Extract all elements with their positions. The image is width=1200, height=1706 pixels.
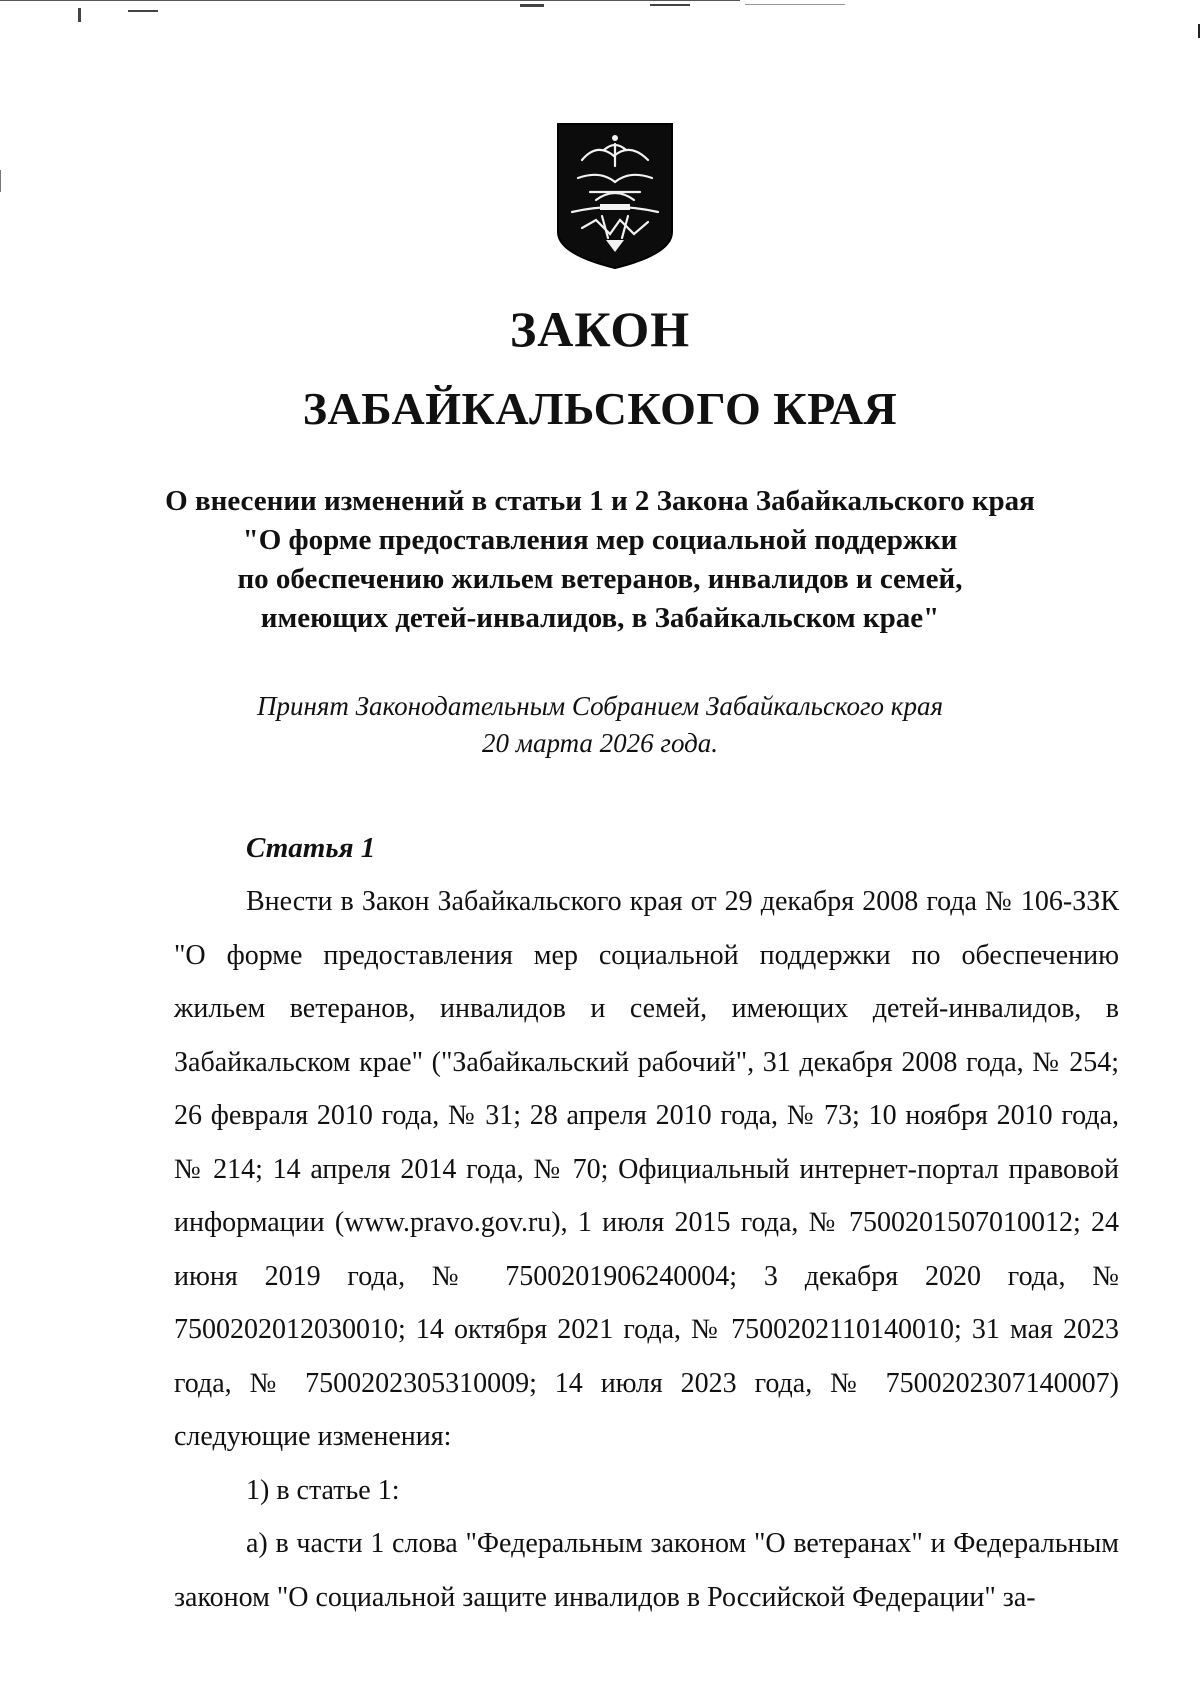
coat-of-arms-icon xyxy=(552,120,678,270)
subject-line: О внесении изменений в статьи 1 и 2 Закона Забайкальского края xyxy=(165,485,1035,517)
article-item: 1) в статье 1: xyxy=(246,1474,400,1506)
scan-artifact-speck xyxy=(128,10,158,12)
subject-line: "О форме предоставления мер социальной поддержки xyxy=(242,524,958,556)
subject-line: по обеспечению жильем ветеранов, инвалидов и семей, xyxy=(237,563,963,595)
article-heading: Статья 1 xyxy=(246,832,376,864)
scan-artifact-top-line xyxy=(0,0,740,1)
article-paragraph: Внести в Закон Забайкальского края от 29 декабря 2008 года № 106-ЗЗК "О форме предоставления мер социальной поддержки по обеспечению жильем ветеранов, инвалидов и семей, имеющих детей-инвалидов, в Забайкальском крае" ("Забайкальский рабочий", 31 декабря 2008 года, № 254; 26 февраля 2010 года, № 31; 28 апреля 2010 года, № 73; 10 ноября 2010 года, № 214; 14 апреля 2014 года, № 70; Официальный интернет-портал правовой информации (www.pravo.gov.ru), 1 июля 2015 года, № 7500201507010012; 24 июня 2019 года, № 7500201906240004; 3 декабря 2020 года, № 7500202012030010; 14 октября 2021 года, № 7500202110140010; 31 мая 2023 года, № 7500202305310009; 14 июля 2023 года, № 7500202307140007) следующие изменения: xyxy=(174,886,1119,1452)
document-title: ЗАКОН xyxy=(509,301,691,357)
adoption-date: 20 марта 2026 года. xyxy=(481,728,719,758)
document-title-region: ЗАБАЙКАЛЬСКОГО КРАЯ xyxy=(302,383,898,434)
adoption-note xyxy=(150,688,1050,762)
scan-artifact-speck xyxy=(78,8,81,22)
scan-artifact-speck xyxy=(650,4,690,6)
scan-artifact-edge xyxy=(0,170,1,192)
adoption-body: Принят Законодательным Собранием Забайкальского края xyxy=(256,691,943,721)
article-body xyxy=(174,875,1119,1624)
document-subject xyxy=(150,482,1050,638)
subject-line: имеющих детей-инвалидов, в Забайкальском крае" xyxy=(260,602,940,634)
scan-artifact-line xyxy=(745,4,845,5)
article-subitem: а) в части 1 слова "Федеральным законом "О ветеранах" и Федеральным законом "О социальной защите инвалидов в Российской Федерации" за- xyxy=(174,1528,1119,1613)
scan-artifact-speck xyxy=(520,4,544,7)
